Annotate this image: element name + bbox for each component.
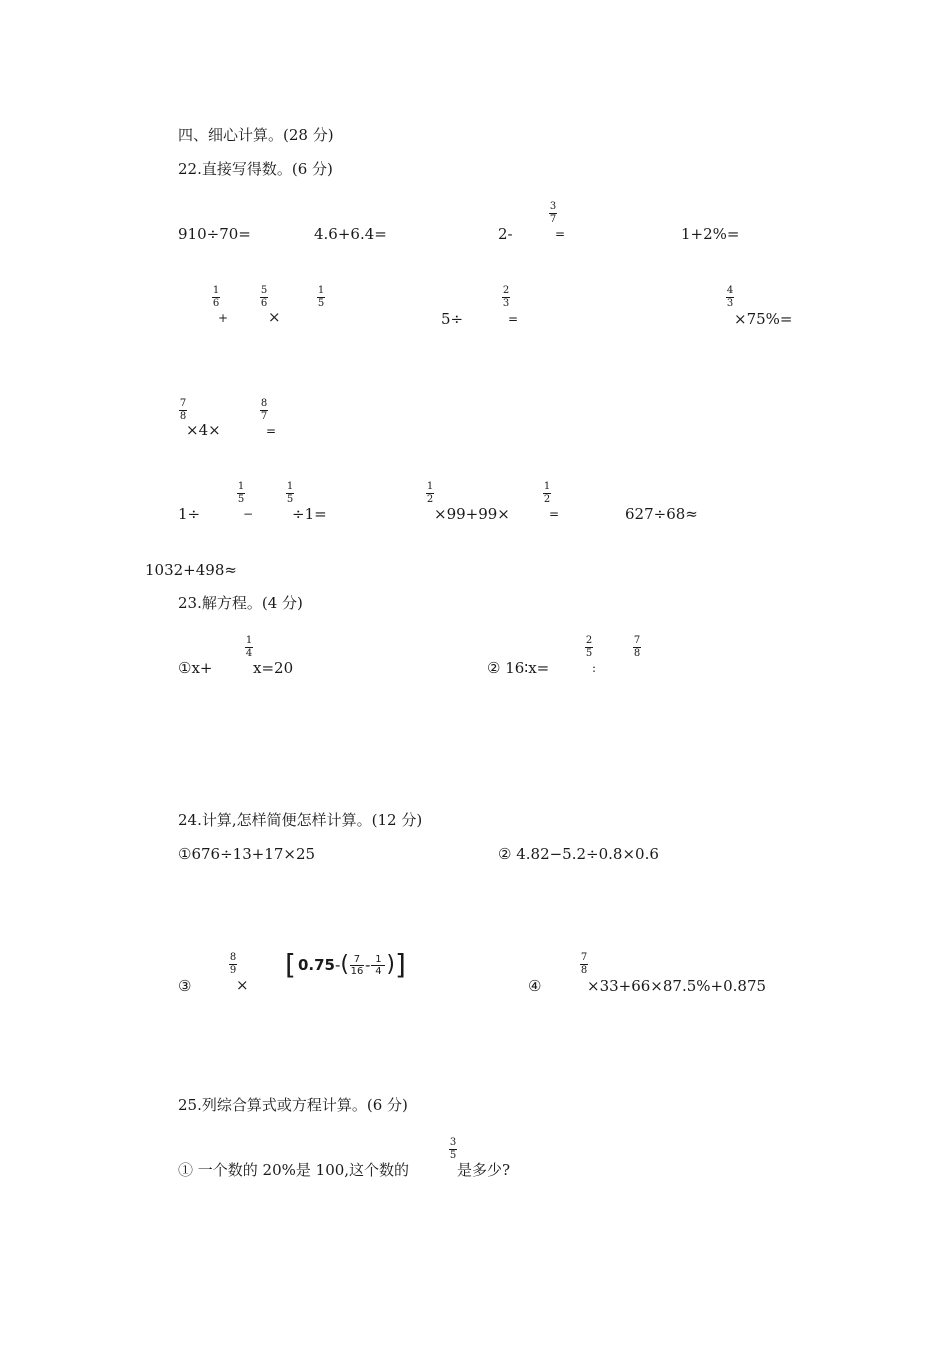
q22-item-e-plus: + bbox=[218, 311, 229, 325]
q25-title: 25.列综合算式或方程计算。(6 分) bbox=[178, 1096, 408, 1114]
q22-item-d: 1+2%= bbox=[681, 225, 740, 243]
fraction: 1 5 bbox=[317, 285, 325, 309]
q23-eq1-pre: ①x+ bbox=[178, 659, 213, 677]
q22-item-f-post: = bbox=[508, 312, 519, 326]
q24-problem-3-label: ③ bbox=[178, 977, 192, 995]
q22-item-a: 910÷70= bbox=[178, 225, 251, 243]
fraction: 1 5 bbox=[237, 481, 245, 505]
q22-item-e-times: × bbox=[268, 308, 281, 326]
q24-problem-4-label: ④ bbox=[528, 977, 542, 995]
fraction: 8 7 bbox=[260, 398, 268, 422]
q22-item-i-post: ÷1= bbox=[292, 505, 327, 523]
fraction: 2 5 bbox=[585, 635, 593, 659]
q22-item-g-post: ×75%= bbox=[734, 310, 793, 328]
q22-item-i-minus: − bbox=[243, 507, 254, 521]
q22-item-f-pre: 5÷ bbox=[441, 310, 464, 328]
q22-item-h-mid: ×4× bbox=[186, 421, 221, 439]
q23-eq2-pre: ② 16∶x= bbox=[487, 659, 550, 677]
fraction: 1 5 bbox=[286, 481, 294, 505]
fraction: 7 8 bbox=[179, 398, 187, 422]
q23-eq1-post: x=20 bbox=[253, 659, 294, 677]
fraction: 5 6 bbox=[260, 285, 268, 309]
q22-item-h-post: = bbox=[266, 424, 277, 438]
q22-item-j-post: = bbox=[549, 507, 560, 521]
q22-item-c-pre: 2- bbox=[498, 225, 513, 243]
fraction: 1 4 bbox=[370, 954, 386, 977]
q22-title: 22.直接写得数。(6 分) bbox=[178, 160, 333, 178]
q22-item-c-post: = bbox=[555, 227, 566, 241]
fraction: 4 3 bbox=[726, 285, 734, 309]
fraction: 3 5 bbox=[449, 1137, 457, 1161]
section-title: 四、细心计算。(28 分) bbox=[178, 126, 334, 144]
q24-problem-4-post: ×33+66×87.5%+0.875 bbox=[587, 977, 767, 995]
q22-item-j-mid: ×99+99× bbox=[434, 505, 510, 523]
fraction: 3 7 bbox=[549, 201, 557, 225]
fraction: 7 8 bbox=[580, 952, 588, 976]
q22-item-k: 627÷68≈ bbox=[625, 505, 698, 523]
q22-item-b: 4.6+6.4= bbox=[314, 225, 387, 243]
fraction: 7 16 bbox=[350, 953, 364, 977]
fraction: 1 2 bbox=[543, 481, 551, 505]
q23-eq2-colon: : bbox=[592, 661, 597, 675]
q24-problem-3-times: × bbox=[236, 976, 249, 994]
q24-title: 24.计算,怎样简便怎样计算。(12 分) bbox=[178, 811, 423, 829]
fraction: 2 3 bbox=[502, 285, 510, 309]
fraction: 1 2 bbox=[426, 481, 434, 505]
fraction: 1 4 bbox=[245, 635, 253, 659]
fraction: 1 6 bbox=[212, 285, 220, 309]
q22-item-l: 1032+498≈ bbox=[145, 561, 237, 579]
q25-problem-1-post: 是多少? bbox=[457, 1161, 511, 1179]
q24-problem-2: ② 4.82−5.2÷0.8×0.6 bbox=[498, 845, 659, 863]
fraction: 7 8 bbox=[633, 635, 641, 659]
q22-item-i-pre: 1÷ bbox=[178, 505, 201, 523]
q24-problem-1: ①676÷13+17×25 bbox=[178, 845, 316, 863]
q23-title: 23.解方程。(4 分) bbox=[178, 594, 303, 612]
bracket-expression: [ 0.75 - ( 7 16 - 1 4 ) ] bbox=[285, 948, 406, 981]
q25-problem-1-pre: ① 一个数的 20%是 100,这个数的 bbox=[178, 1161, 410, 1179]
fraction: 8 9 bbox=[229, 952, 237, 976]
